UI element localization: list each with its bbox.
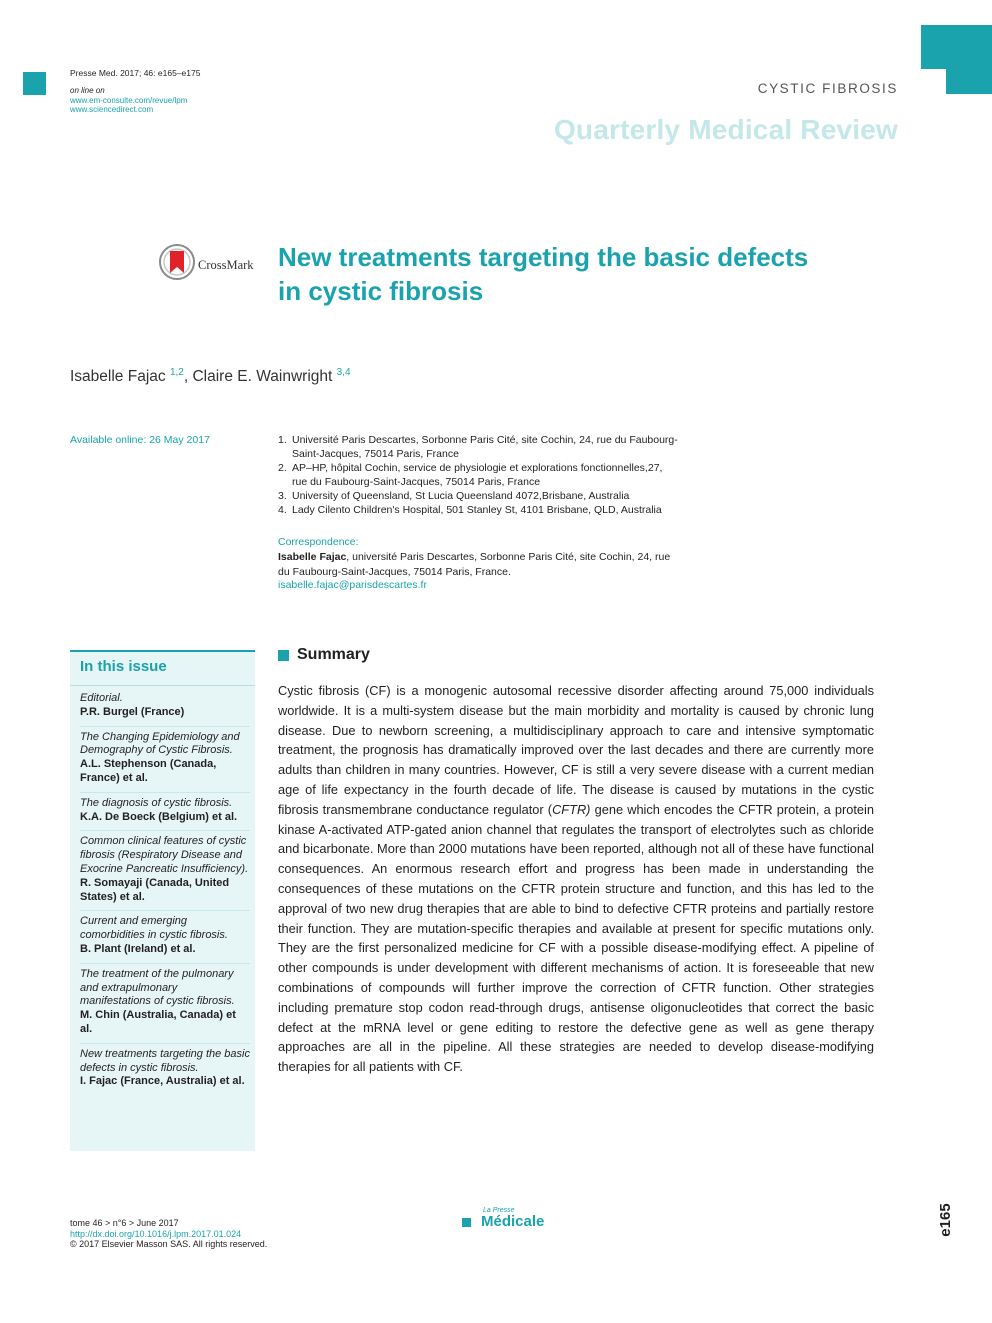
issue-item-title: The diagnosis of cystic fibrosis. bbox=[80, 796, 233, 809]
issue-item-title: New treatments targeting the basic defects in cystic fibrosis. bbox=[80, 1047, 250, 1074]
section-label: CYSTIC FIBROSIS bbox=[757, 81, 898, 96]
journal-reference: Presse Med. 2017; 46: e165–e175 bbox=[70, 68, 201, 78]
issue-item-authors: I. Fajac (France, Australia) et al. bbox=[80, 1075, 245, 1088]
affiliation-text: University of Queensland, St Lucia Queensland 4072,Brisbane, Australia bbox=[292, 490, 630, 502]
in-this-issue-heading: In this issue bbox=[80, 658, 167, 675]
correspondence-line: , université Paris Descartes, Sorbonne Paris Cité, site Cochin, 24, rue bbox=[346, 551, 671, 563]
summary-text: gene which encodes the CFTR protein, a protein kinase A-activated ATP-gated anion channel that regulates the transport of electrolytes such as chloride and bicarbonate. More than 2000 mutations have been reported, although not all of these have functional consequences. An enormous research effort and progress has been made in understanding the consequences of these mutations on the CFTR protein structure and function, and this has led to the approval of two new drug therapies that are able to bind to defective CFTR proteins and partially restore their function. They are mutation-specific therapies and available at present for specific mutations only. They are the first personalized medicine for CF with a possible disease-modifying effect. A pipeline of other compounds is under development with different mechanisms of action. It is foreseeable that new combinations of compounds will further improve the correction of CFTR function. Other strategies including premature stop codon read-through drugs, antisense oligonucleotides that correct the basic defect at the mRNA level or gene editing to restore the defective gene as well as gene therapy approaches are all in the pipeline. All these strategies are needed to develop disease-modifying therapies for all patients with CF. bbox=[278, 801, 874, 1075]
issue-item[interactable] bbox=[80, 968, 250, 1044]
affiliation-text: Université Paris Descartes, Sorbonne Paris Cité, site Cochin, 24, rue du Faubourg- Saint-Jacques, 75014 Paris, France bbox=[292, 434, 678, 460]
correspondence-address bbox=[278, 550, 698, 579]
corner-square-decoration bbox=[23, 72, 46, 95]
affiliation-text: Lady Cilento Children's Hospital, 501 Stanley St, 4101 Brisbane, QLD, Australia bbox=[292, 504, 662, 516]
issue-item-title: Common clinical features of cystic fibrosis (Respiratory Disease and Exocrine Pancreatic Insufficiency). bbox=[80, 835, 249, 875]
affiliation-item bbox=[278, 433, 698, 461]
issue-item-authors: R. Somayaji (Canada, United States) et al. bbox=[80, 876, 230, 903]
online-label: on line on bbox=[70, 86, 105, 95]
summary-paragraph bbox=[278, 681, 874, 1077]
affiliation-item bbox=[278, 503, 698, 517]
issue-item-authors: B. Plant (Ireland) et al. bbox=[80, 942, 196, 955]
issue-list bbox=[80, 692, 250, 1099]
issue-item[interactable] bbox=[80, 1048, 250, 1095]
issue-item-authors: M. Chin (Australia, Canada) et al. bbox=[80, 1009, 236, 1035]
correspondence-heading: Correspondence: bbox=[278, 536, 359, 548]
correspondence-line: du Faubourg-Saint-Jacques, 75014 Paris, France. bbox=[278, 565, 511, 578]
issue-item[interactable] bbox=[80, 731, 250, 793]
issue-item-authors: K.A. De Boeck (Belgium) et al. bbox=[80, 810, 238, 823]
issue-item[interactable] bbox=[80, 797, 250, 832]
issue-item[interactable] bbox=[80, 692, 250, 727]
in-this-issue-panel bbox=[70, 650, 255, 1151]
title-line-2: in cystic fibrosis bbox=[278, 276, 484, 306]
affiliation-item bbox=[278, 489, 698, 503]
series-title: Quarterly Medical Review bbox=[553, 114, 898, 145]
correspondence-email-link[interactable]: isabelle.fajac@parisdescartes.fr bbox=[278, 579, 427, 591]
affiliation-number: 1. bbox=[278, 434, 287, 446]
summary-heading: Summary bbox=[297, 646, 370, 663]
affiliation-number: 4. bbox=[278, 504, 287, 516]
available-online-date: Available online: 26 May 2017 bbox=[70, 434, 210, 446]
footer-doi-link[interactable]: http://dx.doi.org/10.1016/j.lpm.2017.01.024 bbox=[70, 1228, 242, 1239]
page-number: e165 bbox=[937, 1203, 954, 1237]
footer-info bbox=[70, 1218, 267, 1250]
summary-text: Cystic fibrosis (CF) is a monogenic autosomal recessive disorder affecting around 75,000 individuals worldwide. It is a multi-system disease but the main morbidity and mortality is caused by chronic lung disease. Due to newborn screening, a multidisciplinary approach to care and intensive symptomatic treatment, the prognosis has dramatically improved over the last decades and there are currently more adults than children in many countries. However, CF is still a very severe disease with a current median age of life expectancy in the fourth decade of life. The disease is caused by mutations in the cystic fibrosis transmembrane conductance regulator ( bbox=[278, 683, 874, 817]
issue-item-authors: A.L. Stephenson (Canada, France) et al. bbox=[80, 758, 217, 784]
author-name: Claire E. Wainwright bbox=[192, 368, 333, 386]
summary-bullet-icon bbox=[278, 650, 289, 661]
crossmark-label: CrossMark bbox=[198, 258, 254, 272]
divider bbox=[70, 685, 255, 686]
affiliation-item bbox=[278, 461, 698, 489]
journal-logo: Médicale bbox=[481, 1213, 545, 1230]
affiliation-number: 3. bbox=[278, 490, 287, 502]
author-name: Isabelle Fajac bbox=[70, 368, 166, 386]
corner-notch bbox=[921, 69, 946, 94]
correspondence-name: Isabelle Fajac bbox=[278, 551, 347, 563]
journal-logo-square-icon bbox=[462, 1218, 471, 1227]
online-link-emconsulte[interactable]: www.em-consulte.com/revue/lpm bbox=[70, 95, 188, 105]
affiliation-number: 2. bbox=[278, 462, 287, 474]
footer-tome: tome 46 > n°6 > June 2017 bbox=[70, 1218, 179, 1228]
affiliation-list bbox=[278, 433, 698, 517]
issue-item-authors: P.R. Burgel (France) bbox=[80, 705, 185, 718]
affiliation-text: AP–HP, hôpital Cochin, service de physiologie et explorations fonctionnelles,27, rue du Faubourg-Saint-Jacques, 75014 Paris, France bbox=[292, 462, 663, 488]
summary-gene-name: CFTR) bbox=[552, 801, 591, 817]
issue-item[interactable] bbox=[80, 915, 250, 963]
issue-item-title: Current and emerging comorbidities in cystic fibrosis. bbox=[80, 915, 228, 942]
issue-item[interactable] bbox=[80, 835, 250, 911]
journal-logo-small-text: La Presse bbox=[483, 1207, 515, 1214]
article-title bbox=[278, 240, 878, 308]
title-line-1: New treatments targeting the basic defects bbox=[278, 242, 809, 272]
issue-item-title: The Changing Epidemiology and Demography of Cystic Fibrosis. bbox=[80, 730, 240, 757]
issue-item-title: The treatment of the pulmonary and extrapulmonary manifestations of cystic fibrosis. bbox=[80, 967, 235, 1008]
author-list: Isabelle Fajac $^{1,2}$, Claire E. Wainwright $^{3,4}$ bbox=[70, 367, 351, 386]
author-affiliation-ref: 1,2 bbox=[169, 367, 184, 378]
footer-copyright: © 2017 Elsevier Masson SAS. All rights reserved. bbox=[70, 1239, 268, 1249]
issue-item-title: Editorial. bbox=[80, 692, 123, 704]
online-link-sciencedirect[interactable]: www.sciencedirect.com bbox=[70, 105, 154, 114]
author-affiliation-ref: 3,4 bbox=[336, 367, 351, 378]
online-block bbox=[70, 86, 187, 115]
